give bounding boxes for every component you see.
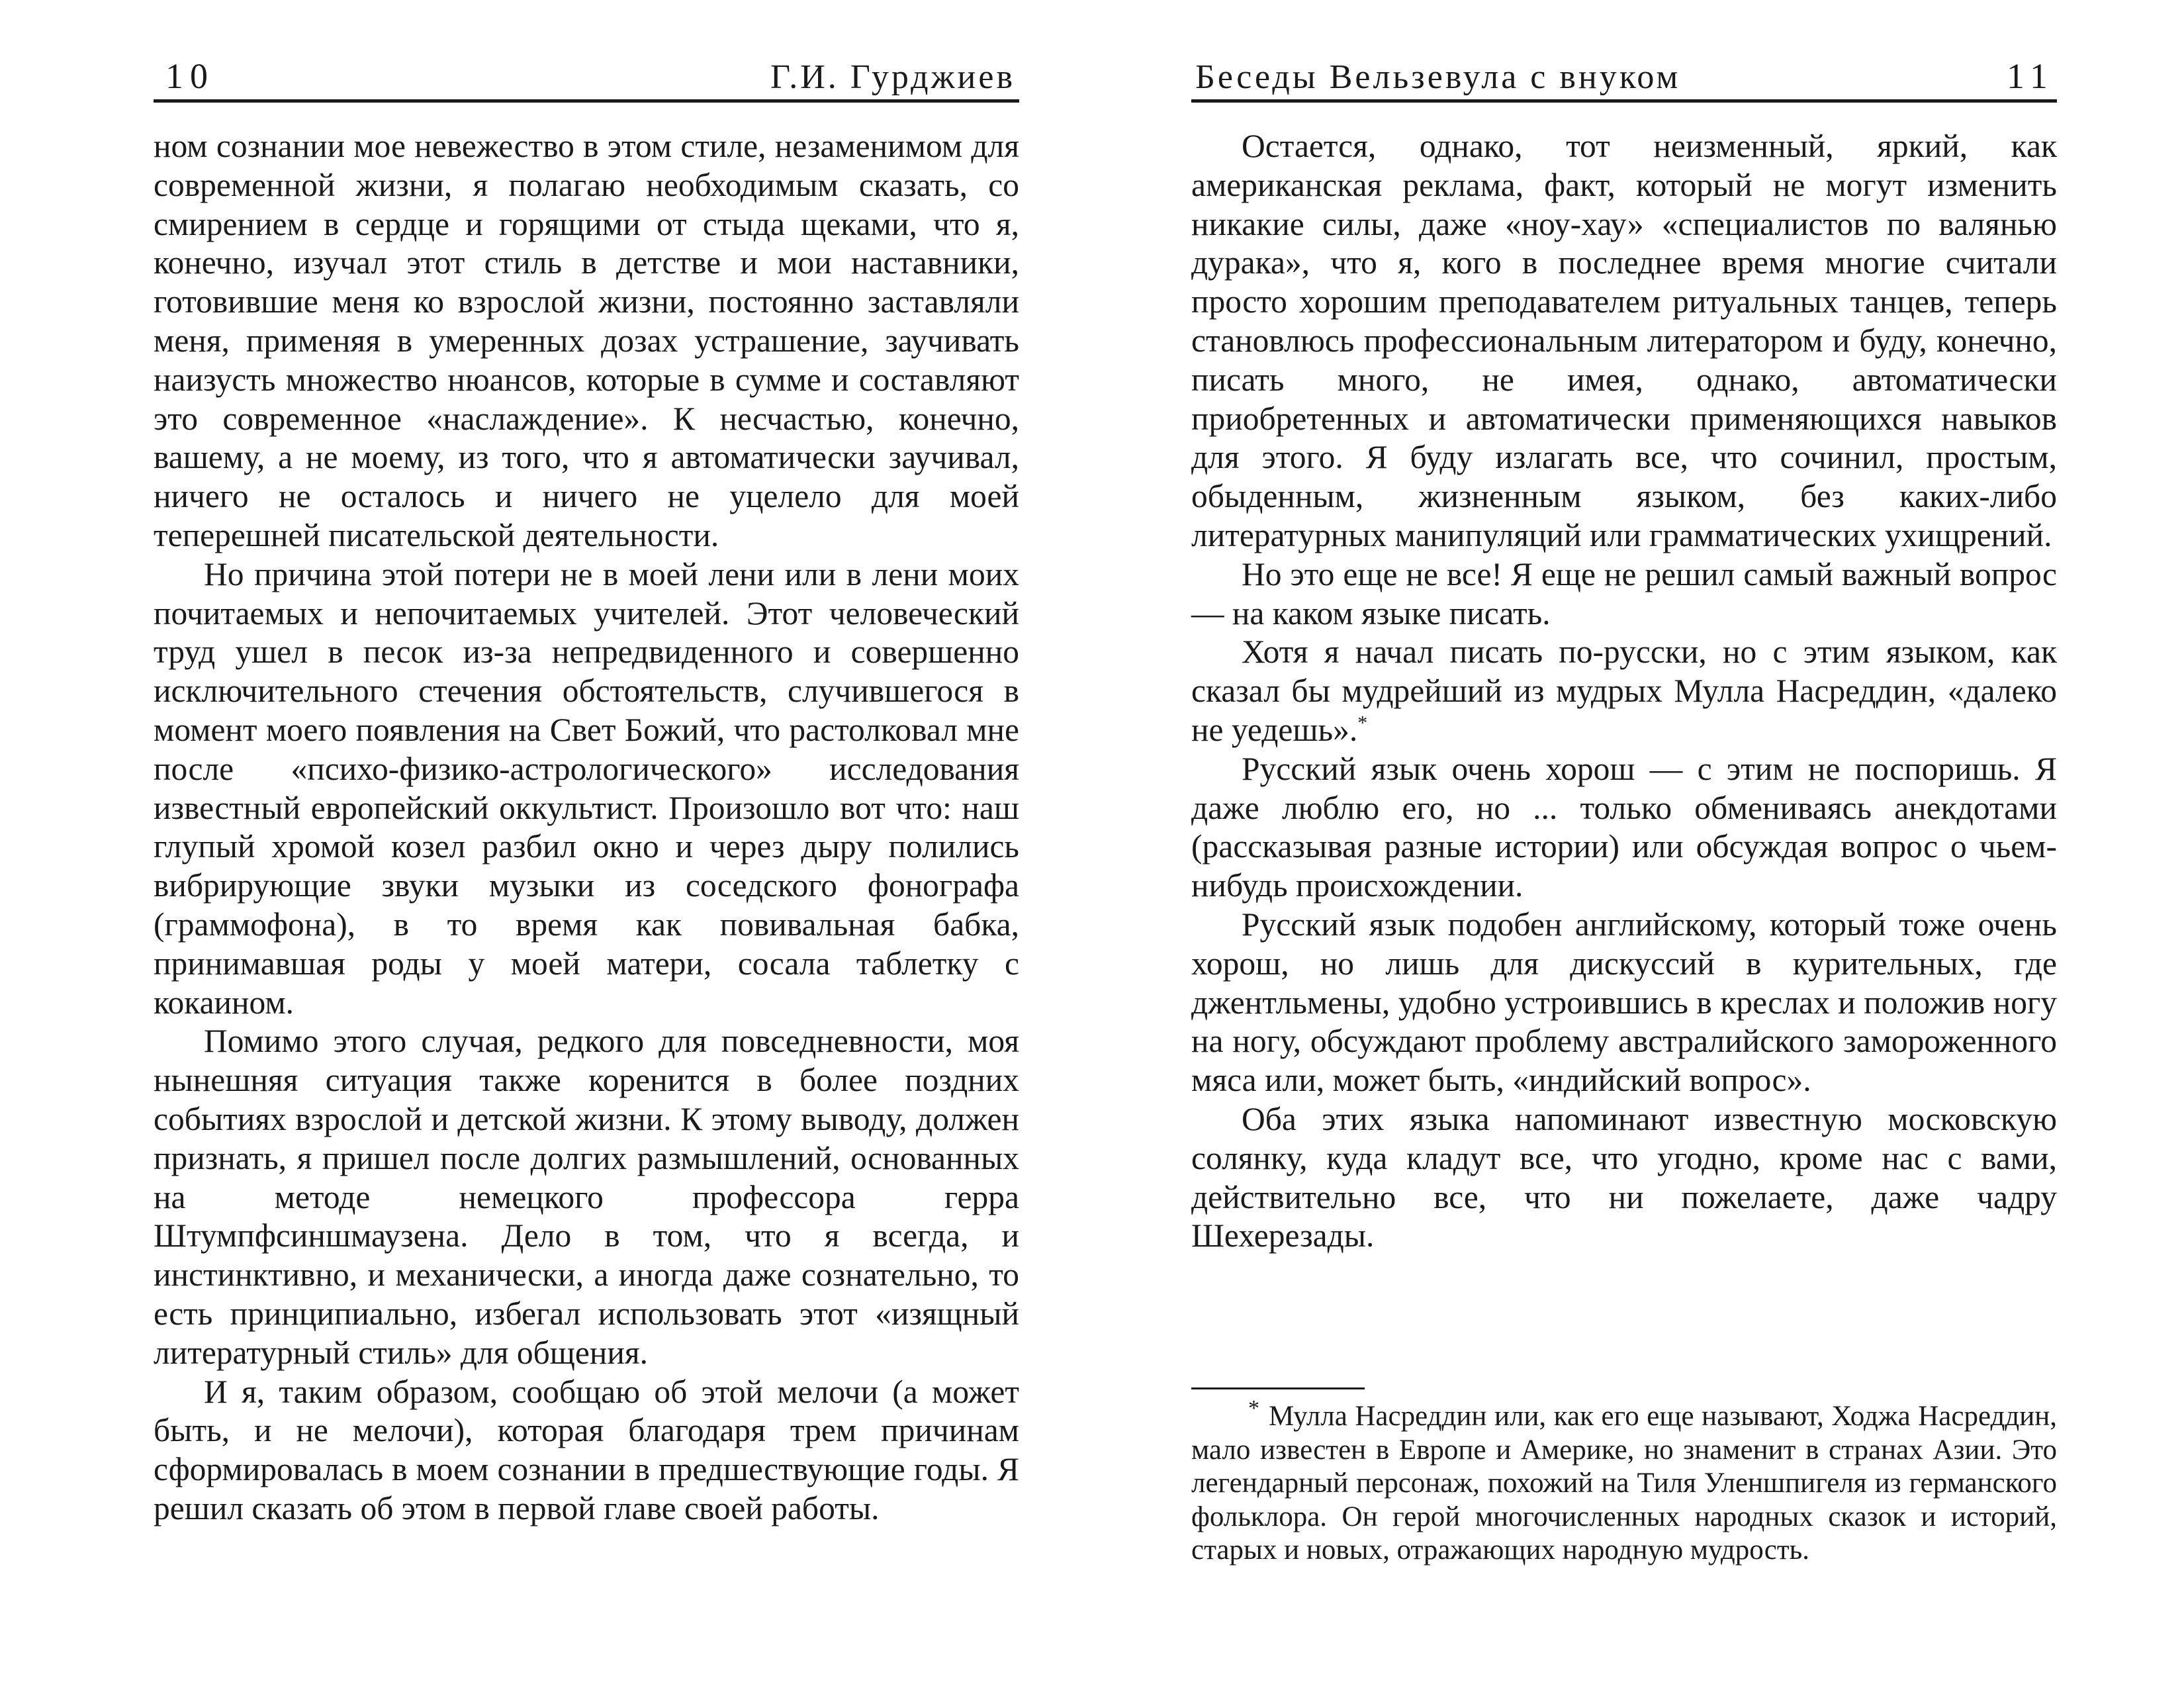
footnote-marker: * — [1248, 1395, 1259, 1421]
right-paragraph-2: Но это еще не все! Я еще не решил самый важный вопрос — на каком языке писать. — [1191, 555, 2057, 632]
left-page-header — [154, 53, 1019, 103]
right-paragraph-4: Русский язык очень хорош — с этим не поспоришь. Я даже люблю его, но ... только обмениваясь анекдотами (рассказывая разные истории) или обсуждая вопрос о чьем-нибудь происхождении. — [1191, 750, 2057, 904]
right-page-header — [1191, 53, 2057, 103]
right-paragraph-3 — [1191, 633, 2057, 749]
page-number-right: 11 — [2007, 56, 2054, 96]
left-page-body — [154, 127, 1019, 1528]
footnote — [1191, 1395, 2057, 1568]
right-paragraph-6: Оба этих языка напоминают известную московскую солянку, куда кладут все, что угодно, кроме нас с вами, действительно все, что ни пожелаете, даже чадру Шехерезады. — [1191, 1100, 2057, 1254]
footnote-text: Мулла Насреддин или, как его еще называют, Ходжа Насреддин, мало известен в Европе и Америке, но знаменит в странах Азии. Это легендарный персонаж, похожий на Тиля Уленшпигеля из германского фольклора. Он герой многочисленных народных сказок и историй, старых и новых, отражающих народную мудрость. — [1191, 1401, 2057, 1566]
running-title-book: Беседы Вельзевула с внуком — [1195, 58, 1681, 96]
running-title-author: Г.И. Гурджиев — [770, 58, 1015, 96]
right-page — [1092, 0, 2184, 1688]
footnote-reference-mark: * — [1357, 712, 1368, 734]
left-paragraph-2: Но причина этой потери не в моей лени или в лени моих почитаемых и непочитаемых учителей. Этот человеческий труд ушел в песок из-за непредвиденного и совершенно исключительного стечения обстоятельств, случившегося в момент моего появления на Свет Божий, что растолковал мне после «психо-физико-астрологического» исследования известный европейский оккультист. Произошло вот что: наш глупый хромой козел разбил окно и через дыру полились вибрирующие звуки музыки из соседского фонографа (граммофона), в то время как повивальная бабка, принимавшая роды у моей матери, сосала таблетку с кокаином. — [154, 555, 1019, 1021]
left-paragraph-4: И я, таким образом, сообщаю об этой мелочи (а может быть, и не мелочи), которая благодаря трем причинам сформировалась в моем сознании в предшествующие годы. Я решил сказать об этом в первой главе своей работы. — [154, 1373, 1019, 1526]
left-paragraph-1: ном сознании мое невежество в этом стиле, незаменимом для современной жизни, я полагаю необходимым сказать, со смирением в сердце и горящими от стыда щеками, что я, конечно, изучал этот стиль в детстве и мои наставники, готовившие меня ко взрослой жизни, постоянно заставляли меня, применяя в умеренных дозах устрашение, заучивать наизусть множество нюансов, которые в сумме и составляют это современное «наслаждение». К несчастью, конечно, вашему, а не моему, из того, что я автоматически заучивал, ничего не осталось и ничего не уцелело для моей теперешней писательской деятельности. — [154, 128, 1019, 553]
right-paragraph-3-text: Хотя я начал писать по-русски, но с этим языком, как сказал бы мудрейший из мудрых Мулла Насреддин, «далеко не уедешь». — [1191, 633, 2057, 748]
footnote-separator — [1191, 1387, 1365, 1389]
page-number-left: 10 — [165, 56, 214, 96]
right-page-body — [1191, 127, 2057, 1256]
left-paragraph-3: Помимо этого случая, редкого для повседневности, моя нынешняя ситуация также коренится в более поздних событиях взрослой и детской жизни. К этому выводу, должен признать, я пришел после долгих размышлений, основанных на методе немецкого профессора герра Штумпфсиншмаузена. Дело в том, что я всегда, и инстинктивно, и механически, а иногда даже сознательно, то есть принципиально, избегал использовать этот «изящный литературный стиль» для общения. — [154, 1023, 1019, 1371]
right-paragraph-1: Остается, однако, тот неизменный, яркий, как американская реклама, факт, который не могут изменить никакие силы, даже «ноу-хау» «специалистов по валянью дурака», что я, кого в последнее время многие считали просто хорошим преподавателем ритуальных танцев, теперь становлюсь профессиональным литератором и буду, конечно, писать много, не имея, однако, автоматически приобретенных и автоматически применяющихся навыков для этого. Я буду излагать все, что сочинил, простым, обыденным, жизненным языком, без каких-либо литературных манипуляций или грамматических ухищрений. — [1191, 128, 2057, 553]
right-paragraph-5: Русский язык подобен английскому, который тоже очень хорош, но лишь для дискуссий в курительных, где джентльмены, удобно устроившись в креслах и положив ногу на ногу, обсуждают проблему австралийского замороженного мяса или, может быть, «индийский вопрос». — [1191, 906, 2057, 1099]
